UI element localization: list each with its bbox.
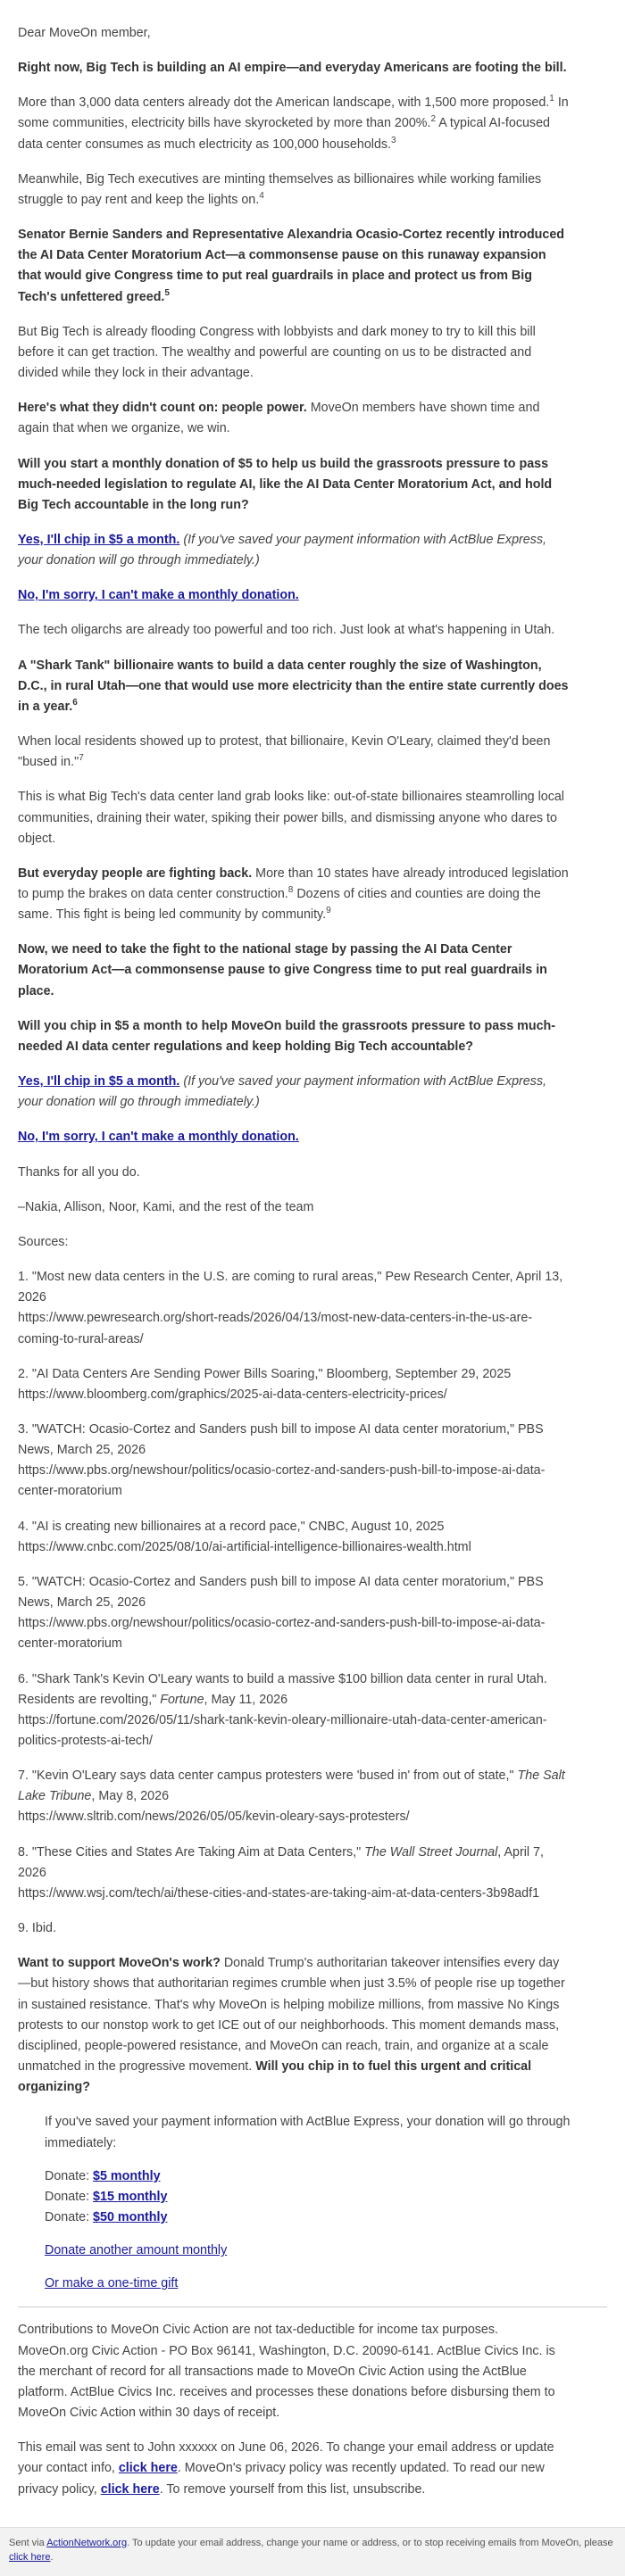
paragraph-lobbyists: But Big Tech is already flooding Congress with lobbyists and dark money to try to kill this bill before it can get traction. The wealthy and powerful are counting on us to be distracted and divided while they lock in their advantage.: [18, 324, 536, 381]
update-contact-link[interactable]: click here: [118, 2461, 178, 2476]
donate-options: [45, 2166, 571, 2228]
legal-disclaimer: Contributions to MoveOn Civic Action are not tax-deductible for income tax purposes. MoveOn.org Civic Action - PO Box 96141, Washington, D.C. 20090-6141. ActBlue Civics Inc. is the merchant of record for all transactions made to MoveOn Civic Action using the ActBlue platform. ActBlue Civics Inc. receives and processes these donations before disbursing them to MoveOn Civic Action within 30 days of receipt.: [18, 2323, 555, 2421]
action-network-link[interactable]: ActionNetwork.org: [46, 2537, 128, 2548]
cta-yes-link[interactable]: Yes, I'll chip in $5 a month.: [18, 532, 180, 547]
donate-other-amount-link[interactable]: Donate another amount monthly: [45, 2243, 228, 2258]
paragraph-bused-in: When local residents showed up to protest, that billionaire, Kevin O'Leary, claimed they'd been "bused in."$^7$: [18, 734, 551, 770]
footer-click-here-link[interactable]: click here: [9, 2551, 51, 2563]
source-item: 8. "These Cities and States Are Taking Aim at Data Centers," The Wall Street Journal, April 7, 2026 https://www.wsj.com/tech/ai/these-cities-and-states-are-taking-aim-at-data-centers-3b98adf1: [18, 1843, 571, 1904]
donate-block: [18, 2112, 571, 2294]
source-item: 6. "Shark Tank's Kevin O'Leary wants to build a massive $100 billion data center in rural Utah. Residents are revolting," Fortune, May 11, 2026 https://fortune.com/2026/05/11/shark-tank-kevin-oleary-millionaire-utah-data-center-american-politics-protests-ai-tech/: [18, 1669, 571, 1752]
source-url[interactable]: https://www.pewresearch.org/short-reads/2026/04/13/most-new-data-centers-in-the-us-are-coming-to-rural-areas/: [18, 1311, 533, 1346]
source-item: 5. "WATCH: Ocasio-Cortez and Sanders push bill to impose AI data center moratorium," PBS News, March 25, 2026 https://www.pbs.org/newshour/politics/ocasio-cortez-and-sanders-push-bill-to-impose-ai-data-center-moratorium: [18, 1572, 571, 1655]
donate-50-monthly-link[interactable]: $50 monthly: [93, 2209, 168, 2224]
ask-monthly-donation: Will you start a monthly donation of $5 to help us build the grassroots pressure to pass much-needed legislation to regulate AI, like the AI Data Center Moratorium Act, and hold Big Tech accountable in the long run?: [18, 456, 553, 512]
donate-option-row: Donate: $50 monthly: [45, 2209, 168, 2224]
donate-option-row: Donate: $5 monthly: [45, 2168, 161, 2183]
paragraph-billionaires: Meanwhile, Big Tech executives are minting themselves as billionaires while working families struggle to pay rent and keep the lights on.$^4$: [18, 171, 542, 207]
cta-no-row: [18, 585, 571, 606]
source-url[interactable]: https://www.pbs.org/newshour/politics/ocasio-cortez-and-sanders-push-bill-to-impose-ai-data-center-moratorium: [18, 1463, 546, 1499]
donate-option-row: Donate: $15 monthly: [45, 2189, 168, 2204]
donate-other-row: [45, 2241, 571, 2261]
source-item: 4. "AI is creating new billionaires at a record pace," CNBC, August 10, 2025 https://www.cnbc.com/2025/08/10/ai-artificial-intelligence-billionaires-wealth.html: [18, 1517, 571, 1558]
paragraph-land-grab: This is what Big Tech's data center land grab looks like: out-of-state billionaires steamrolling local communities, draining their water, spiking their power bills, and dismissing anyone who dares to object.: [18, 790, 564, 846]
donate-onetime-link[interactable]: Or make a one-time gift: [45, 2276, 179, 2291]
paragraph-moratorium-act: Senator Bernie Sanders and Representative Alexandria Ocasio-Cortez recently introduced the AI Data Center Moratorium Act—a commonsense pause on this runaway expansion that would give Congress time to put real guardrails in place and protect us from Big Tech's unfettered greed.$^5$: [18, 228, 565, 304]
sources-label: Sources:: [18, 1234, 69, 1249]
ask-chip-in: Will you chip in $5 a month to help MoveOn build the grassroots pressure to pass much-needed AI data center regulations and keep holding Big Tech accountable?: [18, 1018, 556, 1054]
cta2-yes-link[interactable]: Yes, I'll chip in $5 a month.: [18, 1074, 180, 1089]
source-item: 7. "Kevin O'Leary says data center campus protesters were 'bused in' from out of state," The Salt Lake Tribune, May 8, 2026 https://www.sltrib.com/news/2026/05/05/kevin-oleary-says-protesters/: [18, 1766, 571, 1827]
donate-intro: If you've saved your payment information with ActBlue Express, your donation will go through immediately:: [45, 2115, 571, 2150]
source-item: 9. Ibid.: [18, 1921, 56, 1936]
donate-15-monthly-link[interactable]: $15 monthly: [93, 2189, 168, 2204]
support-paragraph: Want to support MoveOn's work? Donald Trump's authoritarian takeover intensifies every day—but history shows that authoritarian regimes crumble when just 3.5% of people rise up together in sustained resistance. That's why MoveOn is helping mobilize millions, from massive No Kings protests to our nonstop work to get ICE out of our neighborhoods. This moment demands mass, disciplined, people-powered resistance, and MoveOn can reach, train, and organize at a scale unmatched in the progressive movement. Will you chip in to fuel this urgent and critical organizing?: [18, 1956, 565, 2095]
donate-onetime-row: [45, 2274, 571, 2294]
cta-yes-row: [18, 530, 571, 571]
cta-no-link[interactable]: No, I'm sorry, I can't make a monthly donation.: [18, 588, 299, 603]
source-url[interactable]: https://www.cnbc.com/2025/08/10/ai-artificial-intelligence-billionaires-wealth.html: [18, 1539, 471, 1554]
cta2-no-link[interactable]: No, I'm sorry, I can't make a monthly donation.: [18, 1130, 299, 1145]
source-url[interactable]: https://www.sltrib.com/news/2026/05/05/kevin-oleary-says-protesters/: [18, 1810, 410, 1825]
greeting: Dear MoveOn member,: [18, 26, 151, 40]
source-url[interactable]: https://www.pbs.org/newshour/politics/ocasio-cortez-and-sanders-push-bill-to-impose-ai-data-center-moratorium: [18, 1616, 546, 1652]
source-url[interactable]: https://www.wsj.com/tech/ai/these-cities-and-states-are-taking-aim-at-data-centers-3b98adf1: [18, 1885, 540, 1901]
cta2-no-row: [18, 1127, 571, 1147]
paragraph-people-power: Here's what they didn't count on: people power. MoveOn members have shown time and again that when we organize, we win.: [18, 401, 540, 436]
sent-to-notice: This email was sent to John xxxxxx on June 06, 2026. To change your email address or update your contact info, click here. MoveOn's privacy policy was recently updated. To read our new privacy policy, click here. To remove yourself from this list, unsubscribe.: [18, 2440, 554, 2497]
source-url[interactable]: https://fortune.com/2026/05/11/shark-tank-kevin-oleary-millionaire-utah-data-center-american-politics-protests-ai-tech/: [18, 1712, 547, 1748]
donate-5-monthly-link[interactable]: $5 monthly: [93, 2168, 161, 2183]
sources-list: [18, 1267, 571, 1939]
intro-headline: Right now, Big Tech is building an AI empire—and everyday Americans are footing the bill.: [18, 61, 567, 76]
paragraph-shark-tank: A "Shark Tank" billionaire wants to build a data center roughly the size of Washington, D.C., in rural Utah—one that would use more electricity than the entire state currently does in a year.$^6$: [18, 658, 569, 714]
cta2-yes-note: (If you've saved your payment information with ActBlue Express, your donation will go through immediately.): [18, 1074, 547, 1110]
paragraph-data-centers: More than 3,000 data centers already dot the American landscape, with 1,500 more proposed.$^1$ In some communities, electricity bills have skyrocketed by more than 200%.$^2$ A typical AI-focused data center consumes as much electricity as 100,000 households.$^3$: [18, 94, 569, 152]
paragraph-fighting-back: But everyday people are fighting back. More than 10 states have already introduced legislation to pump the brakes on data center construction.$^8$ Dozens of cities and counties are doing the same. This fight is being led community by community.$^9$: [18, 866, 569, 923]
cta2-yes-row: [18, 1072, 571, 1113]
source-item: 3. "WATCH: Ocasio-Cortez and Sanders push bill to impose AI data center moratorium," PBS News, March 25, 2026 https://www.pbs.org/newshour/politics/ocasio-cortez-and-sanders-push-bill-to-impose-ai-data-center-moratorium: [18, 1420, 571, 1503]
privacy-policy-link[interactable]: click here: [100, 2481, 160, 2497]
cta-yes-note: (If you've saved your payment information with ActBlue Express, your donation will go through immediately.): [18, 532, 547, 568]
source-item: 1. "Most new data centers in the U.S. are coming to rural areas," Pew Research Center, April 13, 2026 https://www.pewresearch.org/short-reads/2026/04/13/most-new-data-centers-in-the-us-are-coming-to-rural-areas/: [18, 1267, 571, 1350]
paragraph-oligarchs: The tech oligarchs are already too powerful and too rich. Just look at what's happening in Utah.: [18, 623, 555, 638]
source-url[interactable]: https://www.bloomberg.com/graphics/2025-ai-data-centers-electricity-prices/: [18, 1387, 447, 1402]
signoff: –Nakia, Allison, Noor, Kami, and the rest of the team: [18, 1199, 314, 1214]
source-item: 2. "AI Data Centers Are Sending Power Bills Soaring," Bloomberg, September 29, 2025 https://www.bloomberg.com/graphics/2025-ai-data-centers-electricity-prices/: [18, 1364, 571, 1405]
thanks: Thanks for all you do.: [18, 1164, 140, 1180]
footer-bar: Sent via ActionNetwork.org. To update your email address, change your name or address, or to stop receiving emails from MoveOn, please click here.: [0, 2527, 625, 2576]
paragraph-national-stage: Now, we need to take the fight to the national stage by passing the AI Data Center Moratorium Act—a commonsense pause to give Congress time to put real guardrails in place.: [18, 942, 547, 998]
